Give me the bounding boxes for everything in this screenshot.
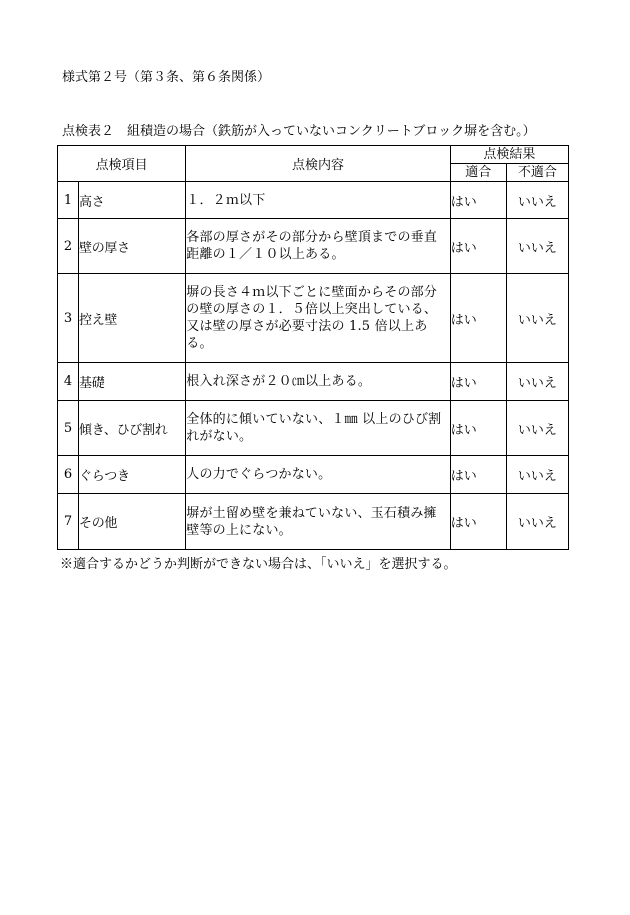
table-row-tilt-cracks [58, 401, 569, 456]
footnote: ※適合するかどうか判断ができない場合は、「いいえ」を選択する。 [60, 557, 457, 572]
table-caption: 点検表２ 組積造の場合（鉄筋が入っていないコンクリートブロック塀を含む。） [62, 124, 536, 139]
table-row-foundation [58, 363, 569, 401]
table-row-other [58, 494, 569, 550]
yes-option[interactable]: はい [450, 182, 506, 219]
row-number: 7 [58, 494, 79, 550]
inspection-item: 傾き、ひび割れ [79, 401, 186, 456]
yes-option[interactable]: はい [450, 456, 506, 494]
row-number: 6 [58, 456, 79, 494]
inspection-item: 控え壁 [79, 274, 186, 363]
row-number: 2 [58, 219, 79, 274]
yes-option[interactable]: はい [450, 363, 506, 401]
inspection-content: 人の力でぐらつかない。 [186, 456, 451, 494]
inspection-content: 塀の長さ４ｍ以下ごとに壁面からその部分の壁の厚さの１．５倍以上突出している、又は壁の厚さが必要寸法の 1.5 倍以上ある。 [186, 274, 451, 363]
inspection-content: 塀が土留め壁を兼ねていない、玉石積み擁壁等の上にない。 [186, 494, 451, 550]
yes-option[interactable]: はい [450, 274, 506, 363]
inspection-item: 基礎 [79, 363, 186, 401]
table-row-wall-thickness [58, 219, 569, 274]
inspection-content: １．２ｍ以下 [186, 182, 451, 219]
header-conforming: 適合 [450, 164, 506, 182]
row-number: 4 [58, 363, 79, 401]
inspection-content: 全体的に傾いていない、１㎜ 以上のひび割れがない。 [186, 401, 451, 456]
no-option[interactable]: いいえ [506, 494, 568, 550]
inspection-item: ぐらつき [79, 456, 186, 494]
yes-option[interactable]: はい [450, 494, 506, 550]
header-inspection-content: 点検内容 [186, 146, 451, 182]
no-option[interactable]: いいえ [506, 219, 568, 274]
table-row-wobble [58, 456, 569, 494]
header-inspection-item: 点検項目 [58, 146, 186, 182]
no-option[interactable]: いいえ [506, 401, 568, 456]
inspection-item: 高さ [79, 182, 186, 219]
row-number: 5 [58, 401, 79, 456]
header-nonconforming: 不適合 [506, 164, 568, 182]
row-number: 3 [58, 274, 79, 363]
no-option[interactable]: いいえ [506, 274, 568, 363]
no-option[interactable]: いいえ [506, 182, 568, 219]
no-option[interactable]: いいえ [506, 456, 568, 494]
inspection-content: 各部の厚さがその部分から壁頂までの垂直距離の１／１０以上ある。 [186, 219, 451, 274]
no-option[interactable]: いいえ [506, 363, 568, 401]
header-inspection-result: 点検結果 [450, 146, 568, 164]
inspection-content: 根入れ深さが２０㎝以上ある。 [186, 363, 451, 401]
yes-option[interactable]: はい [450, 219, 506, 274]
yes-option[interactable]: はい [450, 401, 506, 456]
table-row-buttress [58, 274, 569, 363]
form-number: 様式第２号（第３条、第６条関係） [62, 70, 271, 85]
inspection-table [57, 145, 569, 550]
inspection-item: その他 [79, 494, 186, 550]
table-row-height [58, 182, 569, 219]
inspection-item: 壁の厚さ [79, 219, 186, 274]
row-number: 1 [58, 182, 79, 219]
